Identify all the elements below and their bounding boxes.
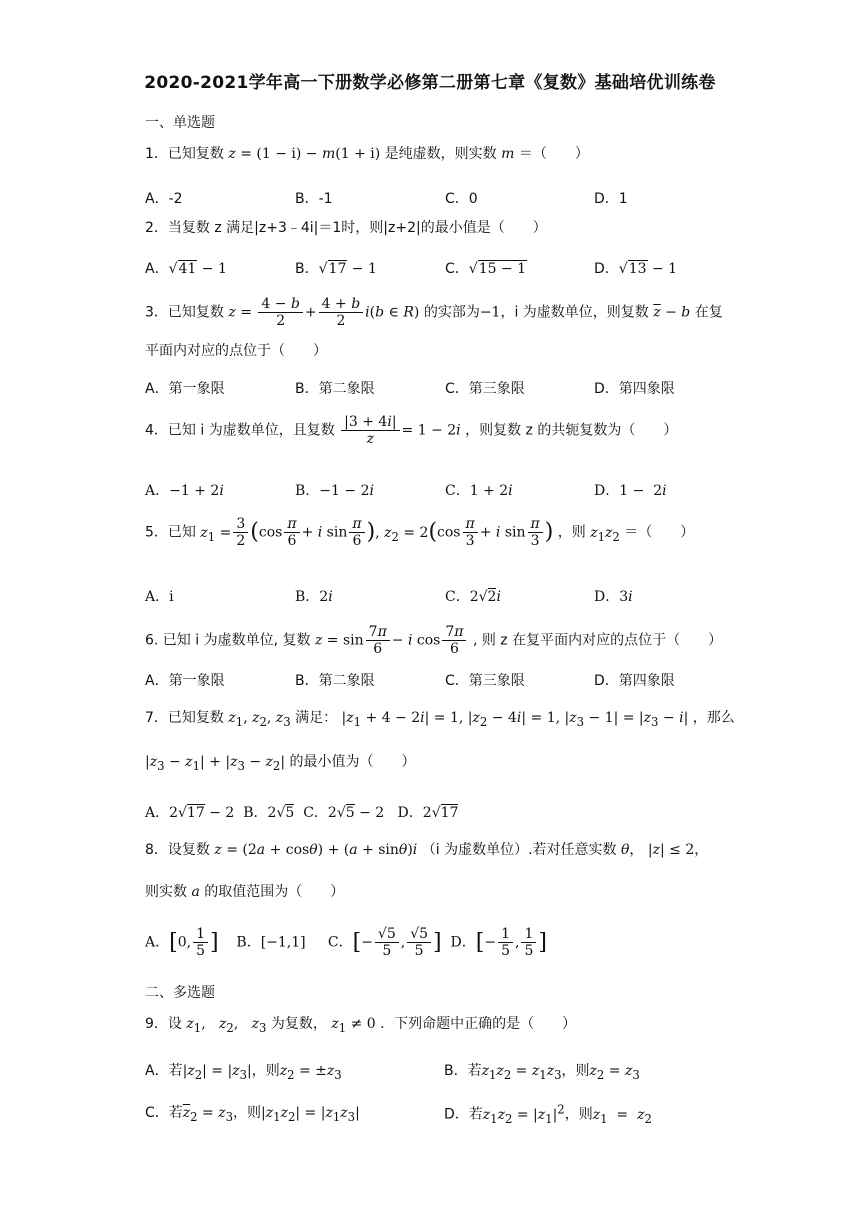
q8-b-label: B． <box>236 934 261 951</box>
q3-conj: $\overline{z} - b$ <box>653 304 691 321</box>
q9-option-a[interactable]: A．若$|z_2| = |z_3|$，则$z_2 = \pm z_3$ <box>145 1063 342 1082</box>
question-8: 8．设复数 z = (2a + cosθ) + (a + sinθ)i （i 为虚数单位）.若对任意实数 θ， |z| ≤ 2， <box>145 842 709 858</box>
q4-frac: $\frac{|3 + 4i|}{z}$ <box>341 414 399 447</box>
q6-option-b[interactable]: B．第二象限 <box>295 673 375 689</box>
q3-mid: 的实部为 <box>423 304 480 321</box>
q8-prefix: 8．设复数 <box>145 842 210 858</box>
q4-option-d[interactable]: D．1 − 2i <box>594 483 667 499</box>
q8-a-label: A． <box>145 934 170 951</box>
q2-option-a[interactable] <box>145 258 227 278</box>
q7-line2-text: 的最小值为（ ） <box>289 754 416 770</box>
q5-option-d[interactable]: D．3i <box>594 589 633 605</box>
q2-b-math: √17 − 1 <box>318 261 377 277</box>
q2-b-label: B． <box>295 261 319 277</box>
q8-c-label: C． <box>327 934 353 951</box>
q3-option-a[interactable]: A．第一象限 <box>145 381 225 397</box>
q8-mid: （i 为虚数单位）.若对任意实数 <box>421 842 617 858</box>
q3-option-d[interactable]: D．第四象限 <box>594 381 675 397</box>
q5-option-b[interactable]: B．2i <box>295 589 333 605</box>
q3-prefix: 3．已知复数 <box>145 304 224 321</box>
q7-line-2: $|z_3 - z_1| + |z_3 - z_2|$ 的最小值为（ ） <box>145 754 416 773</box>
question-1 <box>145 146 589 163</box>
q2-a-math: √41 − 1 <box>168 261 227 277</box>
q9-suffix: 为复数， <box>270 1016 327 1032</box>
q7-b-label: B． <box>243 805 268 821</box>
q4-b-label: B． <box>295 483 320 499</box>
q2-d-label: D． <box>594 261 619 277</box>
q1-option-a[interactable]: A．-2 <box>145 191 183 207</box>
q9-a-then: ，则 <box>251 1063 280 1079</box>
q2-d-math: √13 − 1 <box>618 261 678 277</box>
q2-a-label: A． <box>145 261 169 277</box>
q3-option-b[interactable]: B．第二象限 <box>295 381 375 397</box>
q7-options[interactable]: A．2√17 − 2 B．2√5 C．2√5 − 2 D．2√17 <box>145 805 459 821</box>
q5-option-a[interactable]: A．i <box>145 589 174 605</box>
q1-option-b[interactable]: B．-1 <box>295 191 333 207</box>
page-title: 2020-2021学年高一下册数学必修第二册第七章《复数》基础培优训练卷 <box>144 73 716 93</box>
q9-d-text: D．若 <box>444 1106 483 1123</box>
q5-suffix: ，则 <box>557 524 586 541</box>
q1-option-d[interactable]: D．1 <box>594 191 628 207</box>
q7-c-label: C． <box>303 805 328 821</box>
q4-prefix: 4．已知 i 为虚数单位，且复数 <box>145 422 335 439</box>
q9-option-d[interactable]: D．若$z_1z_2 = |z_1|^2$，则$z_1 = z_2$ <box>444 1102 652 1126</box>
q8-suffix: ， <box>629 842 644 858</box>
q5-option-c[interactable]: C．2√2i <box>445 589 501 605</box>
q8-options[interactable]: A．[0, $\frac{1}{5}$ ] B．[−1,1] C．[− $\frac{√5}{5}$ , $\frac{√5}{5}$ ] D．[− $\frac{1}{5}$ , $\frac{1}{5}$ ] <box>145 926 547 960</box>
q1-prefix: 1．已知复数 <box>145 146 224 162</box>
q6-prefix: 6. 已知 i 为虚数单位, 复数 <box>145 632 311 649</box>
question-3: 3．已知复数 z = $\frac{4 - b}{2}$ + $\frac{4 + b}{2}$ i(b ∈ R) 的实部为−1，i 为虚数单位，则复数 $\overline{z} - b$ 在复 <box>145 296 723 330</box>
q9-c-then: ，则 <box>233 1105 262 1121</box>
q5-b-label: B． <box>295 589 320 605</box>
q9-c-text: C．若 <box>145 1105 183 1121</box>
q8-d-label: D． <box>450 934 476 951</box>
q3-option-c[interactable]: C．第三象限 <box>445 381 525 397</box>
q4-option-a[interactable]: A．−1 + 2i <box>145 483 224 499</box>
q1-formula: z = (1 − i) − m(1 + i) <box>228 146 381 162</box>
q9-a-text: A．若 <box>145 1063 183 1079</box>
q7-mid: 满足： <box>295 710 338 726</box>
q3-frac-1: $\frac{4 - b}{2}$ <box>258 296 303 329</box>
q1-suffix: 是纯虚数，则实数 <box>384 146 497 162</box>
q6-option-a[interactable]: A．第一象限 <box>145 673 225 689</box>
q5-c-label: C． <box>445 589 470 605</box>
q5-d-label: D． <box>594 589 620 605</box>
q7-conditions: $|z_1 + 4 - 2i| = 1$, $|z_2 - 4i| = 1$, $|z_3 - 1| = |z_3 - i|$ <box>341 710 689 729</box>
q7-suffix: ，那么 <box>692 710 735 726</box>
q5-prefix: 5．已知 <box>145 524 196 541</box>
q9-option-b[interactable]: B．若$z_1z_2 = z_1z_3$，则$z_2 = z_3$ <box>444 1063 640 1082</box>
q3-z: z <box>228 304 236 321</box>
question-2: 2．当复数 z 满足|z+3﹣4i|＝1时，则|z+2|的最小值是（ ） <box>145 220 547 236</box>
q2-option-c[interactable] <box>445 258 527 278</box>
q9-tail: ．下列命题中正确的是（ ） <box>380 1016 577 1032</box>
question-5: 5．已知 $z_1$ = $\frac{3}{2}$ (cos $\frac{\pi}{6}$ + i sin $\frac{\pi}{6}$ ), $z_2 = 2(\cos$ $\frac{\pi}{3}$ + i sin $\frac{\pi}{3}$ ) ，则 $z_1z_2$ ＝（ ） <box>145 516 695 550</box>
q6-option-d[interactable]: D．第四象限 <box>594 673 675 689</box>
q1-tail: ＝（ ） <box>518 146 589 162</box>
q8-line2b-text: 的取值范围为（ ） <box>204 884 345 900</box>
question-6: 6. 已知 i 为虚数单位, 复数 z = sin $\frac{7\pi}{6}$ − i cos $\frac{7\pi}{6}$ , 则 z 在复平面内对应的点位于（ ） <box>145 624 723 658</box>
q9-prefix: 9．设 <box>145 1016 182 1032</box>
q4-suffix: ，则复数 z 的共轭复数为（ ） <box>465 422 678 439</box>
question-9: 9．设 $z_1$, $z_2$, $z_3$ 为复数， $z_1 \ne 0$ ．下列命题中正确的是（ ） <box>145 1016 577 1035</box>
q4-a-label: A． <box>145 483 170 499</box>
q3-mid2: ，i 为虚数单位，则复数 <box>500 304 649 321</box>
q8-line2-text: 则实数 <box>145 884 187 900</box>
q6-suffix: , 则 z 在复平面内对应的点位于（ ） <box>472 632 723 649</box>
q5-formula: $z_1$ = <box>200 524 232 544</box>
q4-d-label: D． <box>594 483 620 499</box>
q4-c-label: C． <box>445 483 470 499</box>
question-4: 4．已知 i 为虚数单位，且复数 $\frac{|3 + 4i|}{z}$ = 1 − 2i ，则复数 z 的共轭复数为（ ） <box>145 414 678 448</box>
q9-option-c[interactable]: C．若$\overline{z}_2 = z_3$，则$|z_1z_2| = |z_1z_3|$ <box>145 1105 360 1124</box>
q3-mid3: 在复 <box>694 304 723 321</box>
q9-b-text: B．若 <box>444 1063 482 1079</box>
q3-frac-2: $\frac{4 + b}{2}$ <box>319 296 364 329</box>
section-single-choice: 一、单选题 <box>145 115 215 131</box>
q1-var-m: m <box>501 146 515 162</box>
q6-option-c[interactable]: C．第三象限 <box>445 673 525 689</box>
q4-option-b[interactable]: B．−1 − 2i <box>295 483 374 499</box>
q5-tail: ＝（ ） <box>624 524 695 541</box>
q7-prefix: 7．已知复数 <box>145 710 224 726</box>
q8-line-2: 则实数 a 的取值范围为（ ） <box>145 884 345 900</box>
q2-option-d[interactable] <box>594 258 677 278</box>
q9-d-then: ，则 <box>564 1106 593 1123</box>
q3-line-2: 平面内对应的点位于（ ） <box>145 343 327 359</box>
q2-option-b[interactable] <box>295 258 377 278</box>
q7-a-label: A． <box>145 805 170 821</box>
question-7: 7．已知复数 $z_1$, $z_2$, $z_3$ 满足： $|z_1 + 4 - 2i| = 1$, $|z_2 - 4i| = 1$, $|z_3 - 1| = |z_3 - i|$ ，那么 <box>145 710 735 729</box>
q1-option-c[interactable]: C．0 <box>445 191 478 207</box>
q5-a-label: A． <box>145 589 170 605</box>
q2-c-label: C． <box>445 261 469 277</box>
q2-c-math: √15 − 1 <box>468 261 527 277</box>
q4-option-c[interactable]: C．1 + 2i <box>445 483 513 499</box>
q9-b-then: ，则 <box>561 1063 590 1079</box>
section-multi-choice: 二、多选题 <box>145 985 215 1001</box>
q7-d-label: D． <box>397 805 423 821</box>
